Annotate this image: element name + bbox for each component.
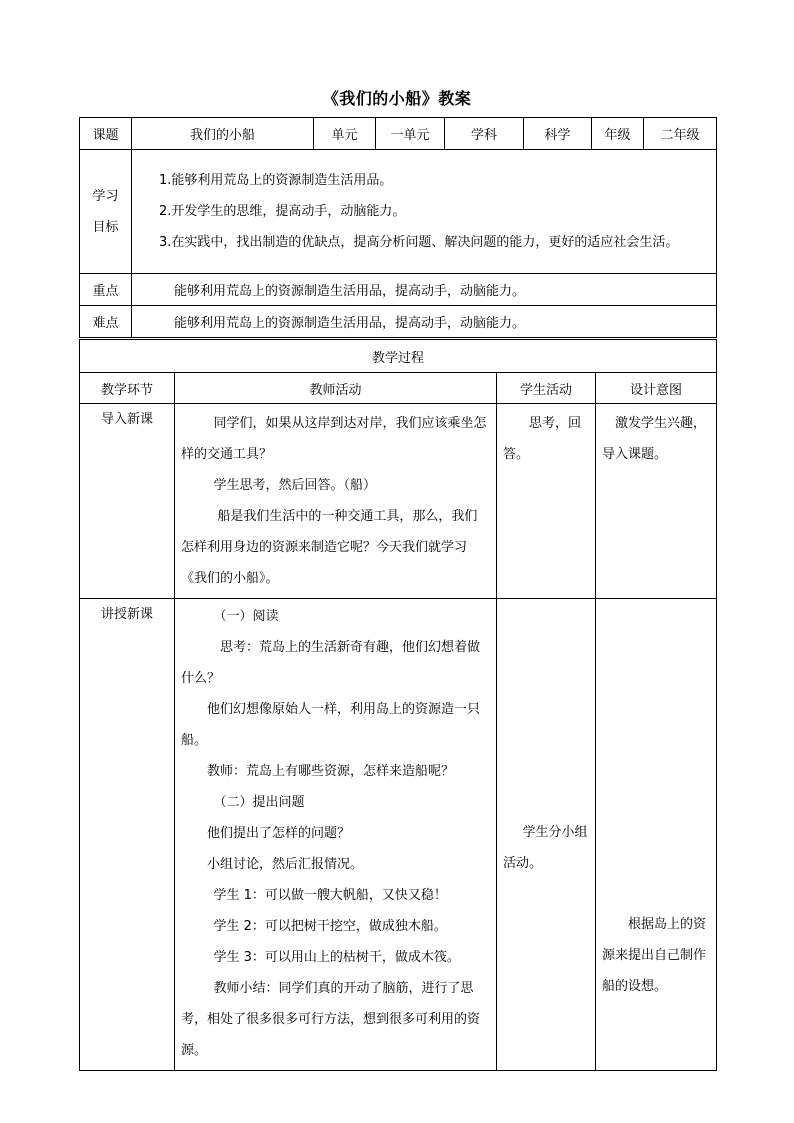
intro-teacher bbox=[175, 404, 497, 599]
lecture-teacher-line: （二）提出问题 bbox=[213, 795, 305, 810]
column-header: 设计意图 bbox=[596, 373, 717, 404]
lecture-teacher-line: 教师小结：同学们真的开动了脑筋，进行了思考，相处了很多很多可行方法，想到很多可利用的资源。 bbox=[181, 981, 481, 1058]
goals-content bbox=[132, 150, 717, 274]
column-header: 教师活动 bbox=[175, 373, 497, 404]
document-title: 《我们的小船》教案 bbox=[322, 89, 472, 108]
goals-label bbox=[80, 150, 132, 274]
unit-label: 单元 bbox=[314, 118, 376, 150]
subject-label: 学科 bbox=[445, 118, 524, 150]
lecture-teacher-line: 他们提出了怎样的问题？ bbox=[207, 826, 351, 841]
teaching-process-table bbox=[79, 339, 717, 1071]
lecture-row bbox=[80, 599, 717, 1071]
key-point-label: 重点 bbox=[80, 274, 132, 306]
lecture-teacher-line: 小组讨论，然后汇报情况。 bbox=[207, 857, 364, 872]
process-heading-row bbox=[80, 340, 717, 373]
lecture-teacher-line: （一）阅读 bbox=[213, 609, 279, 624]
intro-student: 思考，回答。 bbox=[497, 404, 596, 599]
intro-teacher-line: 船是我们生活中的一种交通工具，那么，我们怎样利用身边的资源来制造它呢？今天我们就学习《我们的小船》。 bbox=[181, 509, 478, 586]
header-row bbox=[80, 118, 717, 150]
unit-value: 一单元 bbox=[376, 118, 445, 150]
goal-item: 2.开发学生的思维，提高动手，动脑能力。 bbox=[159, 204, 406, 219]
column-header: 教学环节 bbox=[80, 373, 175, 404]
intro-teacher-line: 同学们，如果从这岸到达对岸，我们应该乘坐怎样的交通工具？ bbox=[181, 416, 487, 462]
lecture-stage: 讲授新课 bbox=[80, 599, 175, 1071]
difficulty-row bbox=[80, 306, 717, 338]
key-point-text: 能够利用荒岛上的资源制造生活用品，提高动手，动脑能力。 bbox=[132, 274, 717, 306]
subject-value: 科学 bbox=[524, 118, 592, 150]
lecture-teacher-line: 学生 2：可以把树干挖空，做成独木船。 bbox=[213, 919, 447, 934]
process-columns-row bbox=[80, 373, 717, 404]
lesson-info-table bbox=[79, 117, 717, 338]
lecture-student: 学生分小组活动。 bbox=[497, 599, 596, 1071]
lecture-teacher-line: 思考：荒岛上的生活新奇有趣，他们幻想着做什么？ bbox=[181, 640, 481, 686]
goals-label-line1: 学习 bbox=[92, 188, 119, 204]
goal-item: 3.在实践中，找出制造的优缺点，提高分析问题、解决问题的能力，更好的适应社会生活。 bbox=[159, 235, 679, 250]
column-header: 学生活动 bbox=[497, 373, 596, 404]
lecture-teacher bbox=[175, 599, 497, 1071]
intro-stage: 导入新课 bbox=[80, 404, 175, 599]
difficulty-label: 难点 bbox=[80, 306, 132, 338]
grade-value: 二年级 bbox=[644, 118, 717, 150]
intro-teacher-line: 学生思考，然后回答。（船） bbox=[213, 478, 377, 493]
lecture-teacher-line: 学生 3：可以用山上的枯树干，做成木筏。 bbox=[213, 950, 460, 965]
intro-row bbox=[80, 404, 717, 599]
goals-row bbox=[80, 150, 717, 274]
lecture-teacher-line: 学生 1：可以做一艘大帆船，又快又稳！ bbox=[213, 888, 447, 903]
process-heading: 教学过程 bbox=[80, 340, 717, 373]
lecture-teacher-line: 他们幻想像原始人一样，利用岛上的资源造一只船。 bbox=[181, 702, 481, 748]
difficulty-text: 能够利用荒岛上的资源制造生活用品，提高动手，动脑能力。 bbox=[132, 306, 717, 338]
lecture-intent: 根据岛上的资源来提出自己制作船的设想。 bbox=[596, 599, 717, 1071]
lecture-teacher-line: 教师：荒岛上有哪些资源，怎样来造船呢？ bbox=[207, 764, 455, 779]
goal-item: 1.能够利用荒岛上的资源制造生活用品。 bbox=[159, 173, 393, 188]
topic-value: 我们的小船 bbox=[132, 118, 314, 150]
topic-label: 课题 bbox=[80, 118, 132, 150]
goals-label-line2: 目标 bbox=[92, 219, 119, 235]
key-point-row bbox=[80, 274, 717, 306]
grade-label: 年级 bbox=[592, 118, 644, 150]
intro-intent: 激发学生兴趣，导入课题。 bbox=[596, 404, 717, 599]
